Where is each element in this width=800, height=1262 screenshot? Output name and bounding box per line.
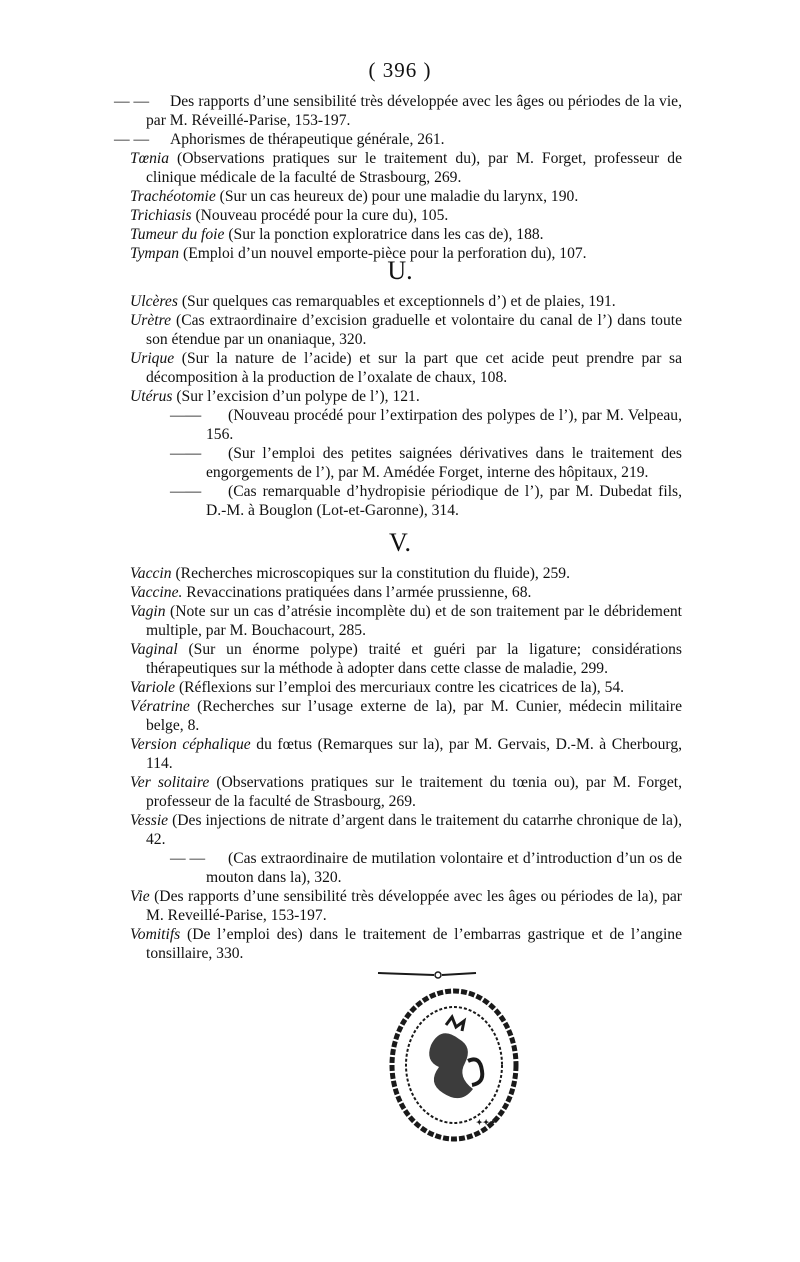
repeat-dash: —— [170,407,202,424]
entry-heading: Urique [130,350,175,367]
entry-text: (Sur un cas heureux de) pour une maladie du larynx, 190. [219,188,579,205]
repeat-dash: —— [170,483,202,500]
repeat-dash: — — [114,93,150,110]
entry-heading: Vératrine [130,698,190,715]
entry-text: (Recherches sur l’usage externe de la), par M. Cunier, médecin militaire belge, 8. [146,698,682,734]
entry-text: (Observations pratiques sur le traitement du tœnia ou), par M. Forget, professeur de la faculté de Strasbourg, 269. [146,774,682,810]
index-entry [0,583,800,602]
entry-text: (Sur un énorme polype) traité et guéri par la ligature; considérations thérapeutiques sur la méthode à adopter dans cette classe de maladie, 299. [146,641,682,677]
entry-text: (Des injections de nitrate d’argent dans le traitement du catarrhe chronique de la), 42. [146,812,682,848]
entry-text: (Observations pratiques sur le traitement du), par M. Forget, professeur de clinique médicale de la faculté de Strasbourg, 269. [146,150,682,186]
entry-heading: Ver solitaire [130,774,210,791]
entry-text: (Sur l’excision d’un polype de l’), 121. [176,388,420,405]
index-section-v [0,564,800,963]
entry-text: (Note sur un cas d’atrésie incomplète du) et de son traitement par le débridement multiple, par M. Bouchacourt, 285. [146,603,682,639]
entry-heading: Ulcères [130,293,178,310]
entry-text: (Sur la ponction exploratrice dans les cas de), 188. [228,226,544,243]
entry-heading: Vessie [130,812,169,829]
index-entry [0,206,800,225]
entry-text: (Emploi d’un nouvel emporte-pièce pour la perforation du), 107. [183,245,587,262]
library-stamp [376,965,526,1145]
entry-heading: Vagin [130,603,166,620]
index-entry [0,130,800,149]
entry-heading: Variole [130,679,176,696]
entry-text: (Sur l’emploi des petites saignées dérivatives dans le traitement des engorgements de l’), par M. Amédée Forget, interne des hôpitaux, 219. [206,445,682,481]
index-entry [0,773,800,811]
entry-heading: Trachéotomie [130,188,216,205]
index-entry [0,406,800,444]
index-entry [0,564,800,583]
index-entry [0,292,800,311]
entry-text: Aphorismes de thérapeutique générale, 261. [170,131,445,148]
entry-heading: Vomitifs [130,926,181,943]
entry-heading: Utérus [130,388,173,405]
section-letter-u: U. [387,256,413,285]
index-entry [0,482,800,520]
entry-text: (De l’emploi des) dans le traitement de l’embarras gastrique et de l’angine tonsillaire, 330. [146,926,682,962]
index-entry [0,387,800,406]
entry-heading: Vaginal [130,641,178,658]
index-entry [0,925,800,963]
section-letter-v: V. [389,528,411,557]
entry-heading: Vaccin [130,565,172,582]
library-stamp-icon [376,965,526,1145]
index-entry [0,849,800,887]
index-entry [0,187,800,206]
index-entry [0,640,800,678]
entry-text: (Cas extraordinaire d’excision graduelle et volontaire du canal de l’) dans toute son étendue par un onaniaque, 320. [146,312,683,348]
entry-heading: Tumeur du foie [130,226,225,243]
entry-text: (Nouveau procédé pour l’extirpation des polypes de l’), par M. Velpeau, 156. [206,407,682,443]
entry-heading: Vaccine. [130,584,183,601]
entry-text: (Des rapports d’une sensibilité très développée avec les âges ou périodes de la), par M. Reveillé-Parise, 153-197. [146,888,683,924]
entry-text: (Réflexions sur l’emploi des mercuriaux contre les cicatrices de la), 54. [178,679,625,696]
entry-text: (Sur quelques cas remarquables et exceptionnels d’) et de plaies, 191. [181,293,616,310]
svg-text:✦✦✦: ✦✦✦ [476,1117,497,1127]
index-entry [0,444,800,482]
entry-heading: Version céphalique [130,736,251,753]
entry-text: Des rapports d’une sensibilité très développée avec les âges ou périodes de la vie, par M. Réveillé-Parise, 153-197. [146,93,682,129]
index-section-u [0,292,800,520]
entry-heading: Tympan [130,245,180,262]
entry-text: (Sur la nature de l’acide) et sur la part que cet acide peut prendre par sa décomposition à la production de l’oxalate de chaux, 108. [146,350,682,386]
page-number: ( 396 ) [368,58,432,82]
entry-heading: Tœnia [130,150,169,167]
entry-heading: Trichiasis [130,207,192,224]
entry-heading: Urètre [130,312,171,329]
repeat-dash: — — [114,131,150,148]
index-entry [0,149,800,187]
entry-text: du fœtus (Remarques sur la), par M. Gervais, D.-M. à Cherbourg, 114. [146,736,683,772]
index-entry [0,349,800,387]
entry-text: (Recherches microscopiques sur la constitution du fluide), 259. [175,565,570,582]
index-entry [0,311,800,349]
repeat-dash: — — [170,850,206,867]
entry-text: (Cas extraordinaire de mutilation volontaire et d’introduction d’un os de mouton dans la), 320. [206,850,682,886]
index-entry [0,678,800,697]
entry-text: (Cas remarquable d’hydropisie périodique de l’), par M. Dubedat fils, D.-M. à Bouglon (Lot-et-Garonne), 314. [206,483,682,519]
index-section-t [0,92,800,263]
index-entry [0,735,800,773]
index-entry [0,811,800,849]
entry-text: (Nouveau procédé pour la cure du), 105. [195,207,449,224]
repeat-dash: —— [170,445,202,462]
index-entry [0,697,800,735]
index-entry [0,887,800,925]
index-entry [0,92,800,130]
entry-text: Revaccinations pratiquées dans l’armée prussienne, 68. [186,584,532,601]
entry-heading: Vie [130,888,150,905]
index-entry [0,225,800,244]
index-entry [0,602,800,640]
